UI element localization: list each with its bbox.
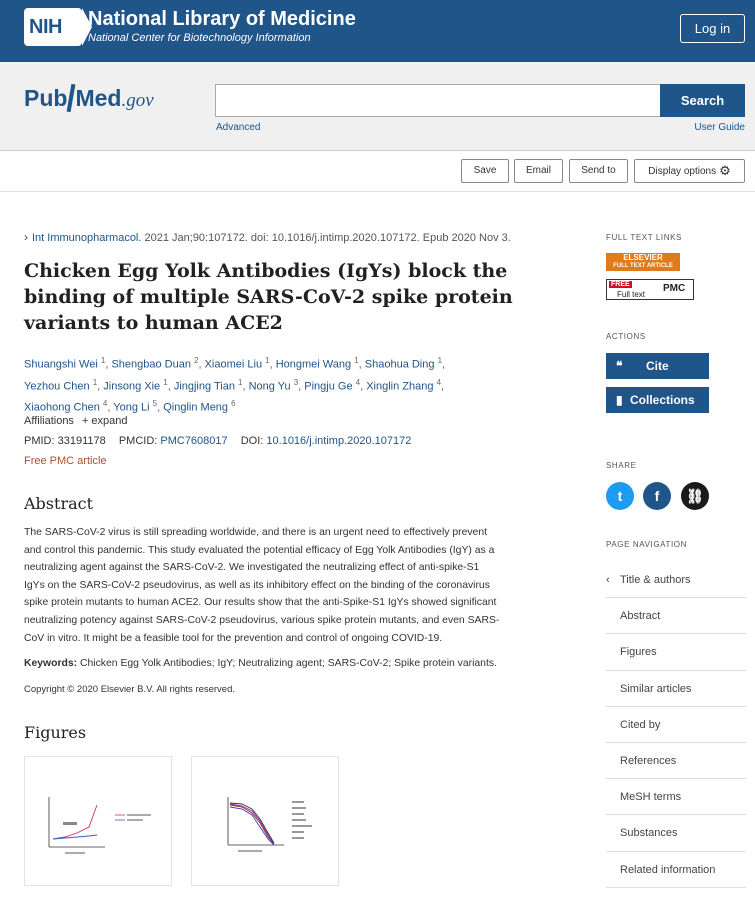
author-affiliation-number[interactable]: 1 [265,356,270,365]
author-affiliation-number[interactable]: 1 [92,377,98,387]
search-input[interactable] [215,84,660,117]
nav-item-cited-by[interactable]: Cited by [606,707,746,743]
collections-button[interactable]: ▮ Collections [606,387,709,413]
author-link[interactable]: Pingju Ge [304,380,353,393]
abstract-text: The SARS-CoV-2 virus is still spreading worldwide, and there is an urgent need to effectively prevent and control this pandemic. This study evaluated the potential efficacy of Egg Yolk Antibodies (IgY) as a neutralizing agent against the SARS-CoV-2. We investigated the neutralizing effect of anti-spike-S1 IgYs on the SARS-CoV-2 pseudovirus, as well as its inhibitory effect on the binding of the coronavirus spike protein mutants to human ACE2. Our results show that the anti-Spike-S1 IgYs showed significant neutralizing potency against SARS-CoV-2 pseudovirus, various spike protein mutants, and even SARS- CoV in vitro. It might be a feasible tool for the prevention and control of ongoing COVID-19. [24,527,500,644]
figure-thumbnail-1[interactable] [24,756,172,886]
figures-heading: Figures [24,723,87,742]
keywords: Keywords: Chicken Egg Yolk Antibodies; IgY; Neutralizing agent; SARS-CoV-2; Spike protein variants. [24,658,497,669]
nav-item-abstract[interactable]: Abstract [606,598,746,634]
doi-link[interactable]: 10.1016/j.intimp.2020.107172 [266,435,412,447]
article-ids: PMID: 33191178 PMCID: PMC7608017 DOI: 10.1016/j.intimp.2020.107172 [24,435,412,447]
facebook-share-icon[interactable]: f [643,482,671,510]
author-link[interactable]: Nong Yu [248,380,291,393]
send-to-button[interactable]: Send to [569,159,628,183]
nav-item-substances[interactable]: Substances [606,815,746,851]
gear-icon: ⚙ [719,163,731,178]
author-link[interactable]: Jinsong Xie [103,380,161,393]
affiliations: Affiliations + expand [24,415,128,427]
author-affiliation-number[interactable]: 6 [231,399,236,409]
expand-affiliations-button[interactable]: + expand [81,415,128,427]
nav-item-similar-articles[interactable]: Similar articles [606,671,746,707]
permalink-share-icon[interactable]: ⛓ [681,482,709,510]
search-button[interactable]: Search [660,84,745,117]
pmid-value: 33191178 [57,435,106,447]
author-link[interactable]: Qinglin Meng [163,401,229,414]
citation-text: 2021 Jan;90:107172. doi: 10.1016/j.intimp.2020.107172. Epub 2020 Nov 3. [144,232,511,244]
nav-item-related-information[interactable]: Related information [606,852,746,888]
pmc-full-text-link[interactable]: FREE Full text PMC [606,279,694,300]
abstract-heading: Abstract [24,494,94,513]
author-link[interactable]: Shaohua Ding [364,358,435,371]
journal-link[interactable]: Int Immunopharmacol. [32,232,142,244]
page-navigation [606,562,746,888]
author-affiliation-number[interactable]: 1 [163,377,168,387]
author-link[interactable]: Yezhou Chen [24,380,90,393]
author-affiliation-number[interactable]: 5 [152,399,158,409]
share-heading: SHARE [606,461,637,470]
figure-thumbnail-2[interactable] [191,756,339,886]
nav-item-title-authors[interactable]: ‹ Title & authors [606,562,746,598]
article-title: Chicken Egg Yolk Antibodies (IgYs) block the binding of multiple SARS-CoV-2 spike protein variants to human ACE2 [24,260,513,334]
chevron-left-icon: ‹ [606,574,610,586]
org-title[interactable]: National Library of Medicine [88,8,356,30]
save-button[interactable]: Save [461,159,509,183]
article-toolbar [0,150,755,192]
author-link[interactable]: Xinglin Zhang [366,380,434,393]
author-link[interactable]: Jingjing Tian [173,380,235,393]
login-button[interactable]: Log in [680,14,745,43]
search-band [0,62,755,150]
elsevier-full-text-link[interactable]: ELSEVIER FULL TEXT ARTICLE [606,253,680,271]
author-affiliation-number[interactable]: 4 [436,377,442,387]
figure-1-chart-icon [25,757,173,887]
author-affiliation-number[interactable]: 2 [194,356,199,365]
journal-citation [24,230,511,244]
pubmed-logo[interactable]: Pub Med.gov [24,85,154,111]
nav-item-mesh-terms[interactable]: MeSH terms [606,779,746,815]
author-affiliation-number[interactable]: 1 [100,356,106,365]
bookmark-icon: ▮ [616,393,623,407]
author-affiliation-number[interactable]: 4 [355,377,361,387]
free-pmc-article-label: Free PMC article [24,455,107,467]
nav-item-figures[interactable]: Figures [606,634,746,670]
author-link[interactable]: Shengbao Duan [111,358,191,371]
figure-2-chart-icon [192,757,340,887]
author-link[interactable]: Xiaomei Liu [204,358,263,371]
nav-item-references[interactable]: References [606,743,746,779]
author-affiliation-number[interactable]: 3 [293,377,299,387]
author-affiliation-number[interactable]: 4 [102,399,108,409]
cite-button[interactable]: ❝ Cite [606,353,709,379]
user-guide-link[interactable]: User Guide [694,122,745,133]
org-subtitle: National Center for Biotechnology Information [88,32,311,44]
email-button[interactable]: Email [514,159,563,183]
full-text-links-heading: FULL TEXT LINKS [606,233,682,242]
nih-logo[interactable]: NIH [24,8,82,46]
twitter-share-icon[interactable]: t [606,482,634,510]
author-link[interactable]: Hongmei Wang [275,358,352,371]
chevron-right-icon: › [24,230,28,244]
author-affiliation-number[interactable]: 1 [238,377,243,387]
nih-banner [0,0,755,62]
page-navigation-heading: PAGE NAVIGATION [606,540,688,549]
author-affiliation-number[interactable]: 1 [437,356,443,365]
advanced-search-link[interactable]: Advanced [216,122,261,133]
copyright: Copyright © 2020 Elsevier B.V. All rights reserved. [24,684,235,695]
pmcid-link[interactable]: PMC7608017 [160,435,228,447]
quote-icon: ❝ [616,359,623,373]
author-link[interactable]: Shuangshi Wei [24,358,98,371]
display-options-button[interactable]: Display options ⚙ [634,159,745,183]
author-list: Shuangshi Wei $^1$, Shengbao Duan $^2$, Xiaomei Liu $^1$, Hongmei Wang $^1$, Shaohua Ding $^1$, Yezhou Chen $^1$, Jinsong Xie $^1$, Jingjing Tian $^1$, Nong Yu $^3$, Pingju Ge $^4$, Xinglin Zhang $^4$, Xiaohong Chen $^4$, Yong Li $^5$, Qinglin Meng $^6$ [24,356,446,414]
actions-heading: ACTIONS [606,332,646,341]
author-link[interactable]: Yong Li [113,401,150,414]
author-affiliation-number[interactable]: 1 [354,356,359,365]
author-link[interactable]: Xiaohong Chen [24,401,100,414]
